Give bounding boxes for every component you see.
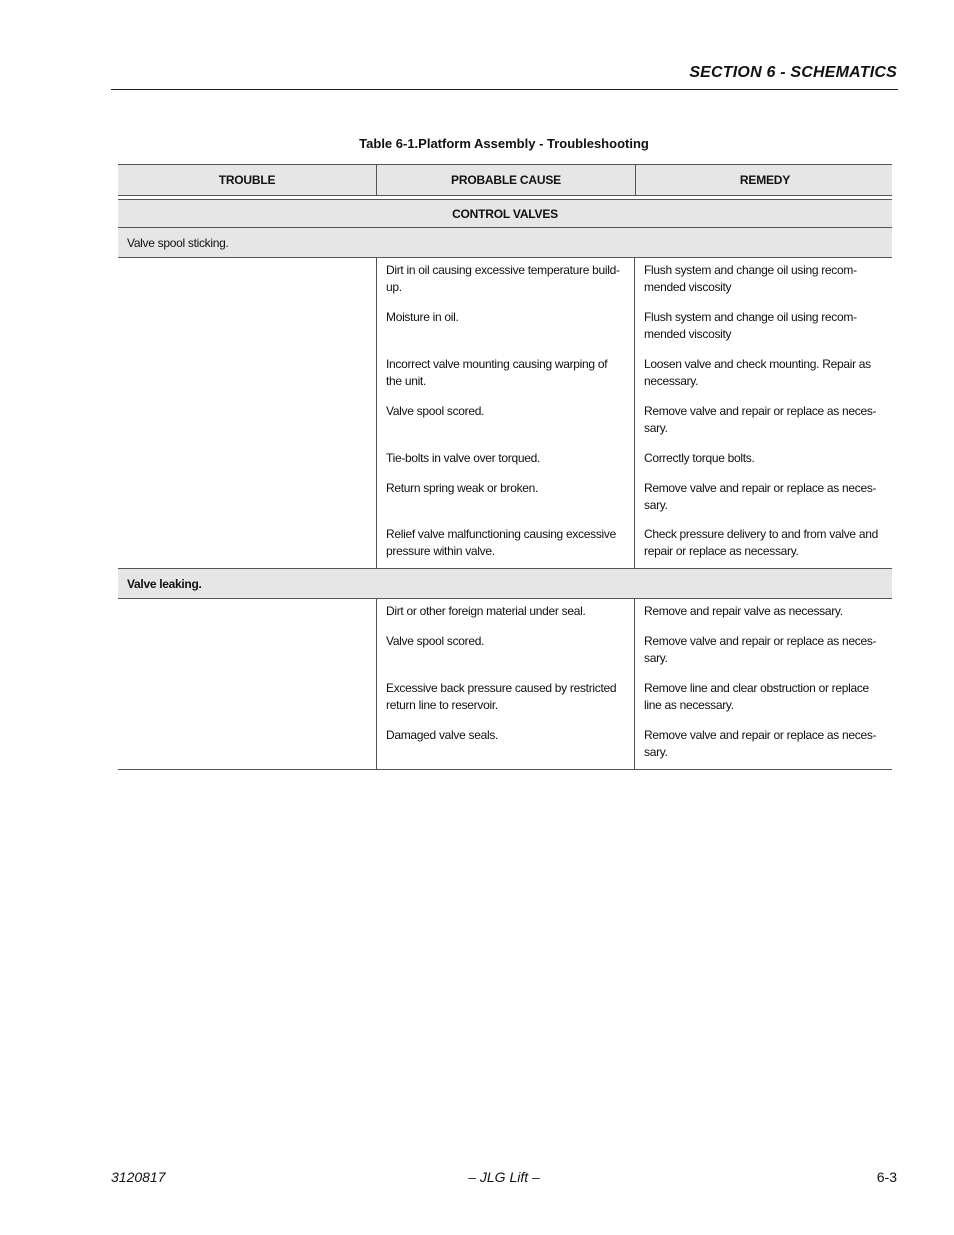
remedy-text: Flush system and change oil using recom-mended viscosity bbox=[644, 263, 857, 294]
footer-brand: – JLG Lift – bbox=[468, 1169, 540, 1185]
group-body bbox=[118, 599, 892, 770]
cause-remedy-pair bbox=[377, 450, 893, 480]
cause-remedy-pair bbox=[377, 262, 893, 309]
cause-remedy-pair bbox=[377, 403, 893, 450]
cause-remedy-pair bbox=[377, 356, 893, 403]
cause-remedy-pair bbox=[377, 727, 893, 761]
trouble-column-spacer bbox=[118, 599, 377, 769]
remedy-text: Loosen valve and check mounting. Repair as necessary. bbox=[644, 357, 871, 388]
cause-remedy-pair bbox=[377, 480, 893, 526]
remedy-text: Flush system and change oil using recom-mended viscosity bbox=[644, 310, 857, 341]
probable-cause-text: Damaged valve seals. bbox=[386, 728, 499, 742]
troubleshooting-table bbox=[118, 164, 892, 770]
remedy-text: Correctly torque bolts. bbox=[644, 451, 755, 465]
remedy-text: Remove line and clear obstruction or replace line as necessary. bbox=[644, 681, 869, 712]
group-body bbox=[118, 258, 892, 569]
cause-remedy-pair bbox=[377, 603, 893, 633]
trouble-row: Valve spool sticking. bbox=[118, 228, 892, 258]
footer-doc-number: 3120817 bbox=[111, 1169, 166, 1185]
trouble-row: Valve leaking. bbox=[118, 569, 892, 599]
probable-cause-text: Return spring weak or broken. bbox=[386, 481, 539, 495]
probable-cause-text: Tie-bolts in valve over torqued. bbox=[386, 451, 541, 465]
probable-cause-text: Incorrect valve mounting causing warping of the unit. bbox=[386, 357, 608, 388]
probable-cause-text: Dirt in oil causing excessive temperature build-up. bbox=[386, 263, 620, 294]
header-rule bbox=[111, 89, 898, 90]
trouble-column-spacer bbox=[118, 258, 377, 568]
remedy-text: Remove valve and repair or replace as neces-sary. bbox=[644, 404, 877, 435]
probable-cause-text: Dirt or other foreign material under seal. bbox=[386, 604, 586, 618]
probable-cause-text: Valve spool scored. bbox=[386, 404, 485, 418]
section-header-title: SECTION 6 - SCHEMATICS bbox=[689, 64, 897, 81]
cause-remedy-pair bbox=[377, 680, 893, 727]
cause-remedy-pair bbox=[377, 633, 893, 680]
remedy-text: Remove valve and repair or replace as neces-sary. bbox=[644, 728, 877, 759]
remedy-text: Check pressure delivery to and from valve and repair or replace as necessary. bbox=[644, 527, 878, 558]
section-label-row: CONTROL VALVES bbox=[118, 199, 892, 228]
table-header-row bbox=[118, 164, 892, 196]
column-header-remedy: REMEDY bbox=[739, 173, 791, 187]
remedy-text: Remove valve and repair or replace as neces-sary. bbox=[644, 634, 877, 665]
probable-cause-text: Valve spool scored. bbox=[386, 634, 485, 648]
probable-cause-text: Moisture in oil. bbox=[386, 310, 459, 324]
column-header-trouble: TROUBLE bbox=[118, 165, 377, 195]
remedy-text: Remove valve and repair or replace as neces-sary. bbox=[644, 481, 877, 512]
probable-cause-text: Excessive back pressure caused by restricted return line to reservoir. bbox=[386, 681, 617, 712]
probable-cause-text: Relief valve malfunctioning causing excessive pressure within valve. bbox=[386, 527, 616, 558]
footer-page-number: 6-3 bbox=[876, 1169, 897, 1185]
table-caption: Table 6-1.Platform Assembly - Troubleshooting bbox=[359, 136, 649, 151]
column-header-probable-cause: PROBABLE CAUSE bbox=[377, 165, 636, 195]
cause-remedy-pair bbox=[377, 526, 893, 560]
cause-remedy-pair bbox=[377, 309, 893, 356]
remedy-text: Remove and repair valve as necessary. bbox=[644, 604, 843, 618]
